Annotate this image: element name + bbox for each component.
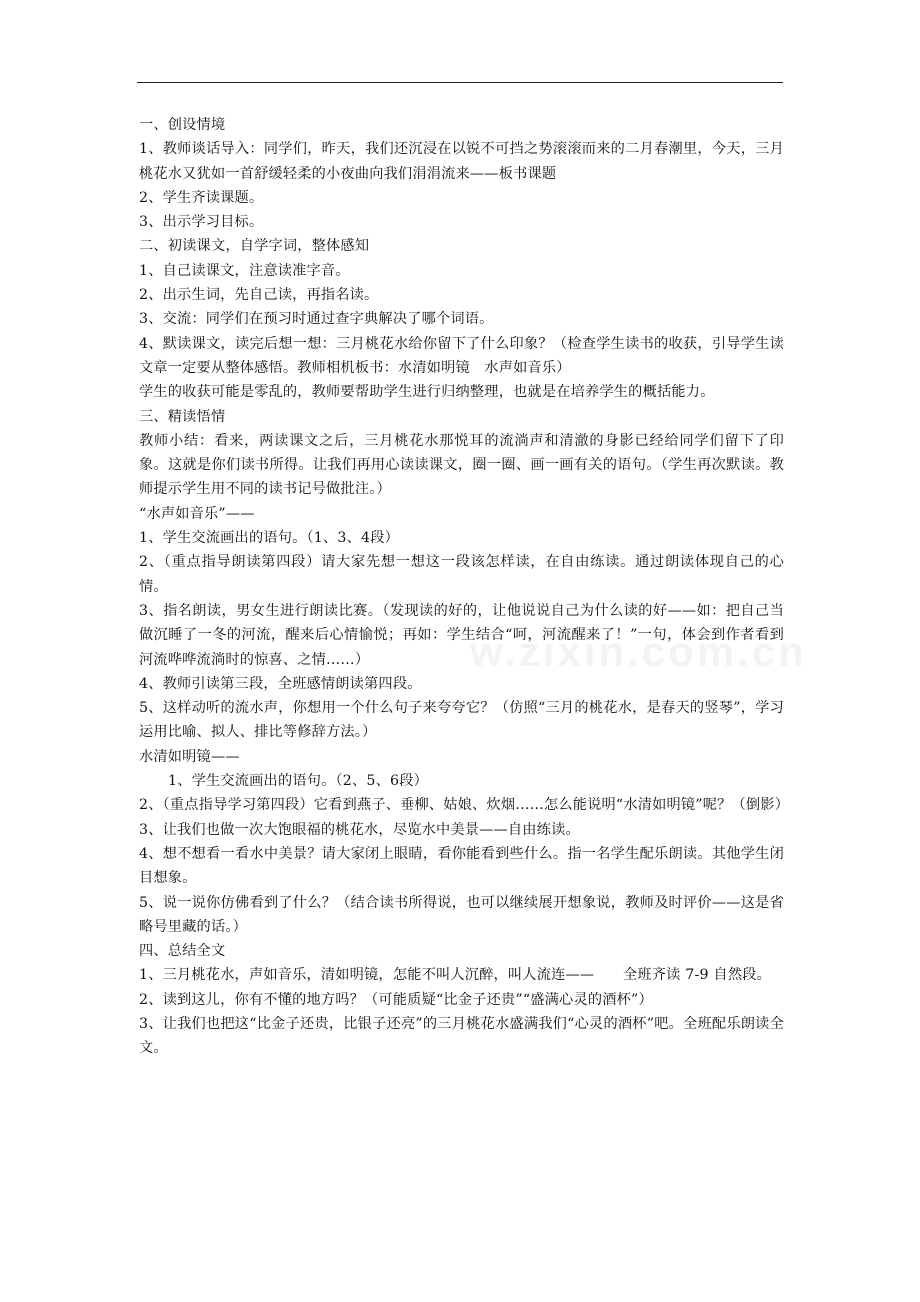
header-rule [137, 82, 783, 83]
paragraph: 4、教师引读第三段，全班感情朗读第四段。 [139, 675, 422, 692]
paragraph: 3、让我们也做一次大饱眼福的桃花水，尽览水中美景——自由练读。 [139, 821, 580, 838]
paragraph: 学生的收获可能是零乱的，教师要帮助学生进行归纳整理，也就是在培养学生的概括能力。 [139, 384, 715, 401]
paragraph: 2、（重点指导朗读第四段）请大家先想一想这一段该怎样读，在自由练读。通过朗读体现自己的心情。 [139, 554, 784, 595]
paragraph: 4、默读课文，读完后想一想：三月桃花水给你留下了什么印象？（检查学生读书的收获，引导学生读文章一定要从整体感悟。教师相机板书：水清如明镜 水声如音乐） [139, 335, 784, 376]
paragraph: 教师小结：看来，两读课文之后，三月桃花水那悦耳的流淌声和清澈的身影已经给同学们留下了印象。这就是你们读书所得。让我们再用心读读课文，圈一圈、画一画有关的语句。（学生再次默读。教师提示学生用不同的读书记号做批注。） [139, 432, 784, 498]
paragraph: 2、（重点指导学习第四段）它看到燕子、垂柳、姑娘、炊烟……怎么能说明“水清如明镜”呢？（倒影） [139, 797, 790, 814]
paragraph: 2、读到这儿，你有不懂的地方吗？（可能质疑“比金子还贵”“盛满心灵的酒杯”） [139, 991, 653, 1008]
paragraph: 1、三月桃花水，声如音乐，清如明镜，怎能不叫人沉醉，叫人流连—— 全班齐读 7-9 自然段。 [139, 967, 771, 984]
section-heading: 三、精读悟情 [139, 408, 226, 425]
paragraph: 5、这样动听的流水声，你想用一个什么句子来夸夸它？（仿照“三月的桃花水，是春天的竖琴”，学习运用比喻、拟人、排比等修辞方法。） [139, 700, 784, 741]
paragraph: 3、让我们也把这“比金子还贵，比银子还亮”的三月桃花水盛满我们“心灵的酒杯”吧。全班配乐朗读全文。 [139, 1015, 784, 1057]
paragraph: 1、自己读课文，注意读准字音。 [139, 262, 350, 279]
document-body [139, 113, 790, 1061]
paragraph: 4、想不想看一看水中美景？请大家闭上眼睛，看你能看到些什么。指一名学生配乐朗读。其他学生闭目想象。 [139, 845, 784, 887]
paragraph: 3、出示学习目标。 [139, 214, 264, 231]
paragraph: 5、说一说你仿佛看到了什么？（结合读书所得说，也可以继续展开想象说，教师及时评价——这是省略号里藏的话。） [139, 894, 784, 935]
section-heading: 一、创设情境 [139, 117, 226, 133]
paragraph: 3、交流：同学们在预习时通过查字典解决了哪个词语。 [139, 311, 494, 328]
paragraph: 2、出示生词，先自己读，再指名读。 [139, 287, 379, 304]
paragraph: 2、学生齐读课题。 [139, 189, 264, 206]
paragraph: 3、指名朗读，男女生进行朗读比赛。（发现读的好的，让他说说自己为什么读的好——如：把自己当做沉睡了一冬的河流，醒来后心情愉悦；再如：学生结合“呵，河流醒来了！”一句，体会到作者看到河流哗哗流淌时的惊喜、之情……） [139, 602, 784, 668]
subsection-heading: 水清如明镜—— [139, 748, 240, 765]
paragraph: 1、学生交流画出的语句。（2、5、6段） [168, 773, 429, 790]
section-heading: 四、总结全文 [139, 943, 226, 960]
section-heading: 二、初读课文，自学字词，整体感知 [139, 238, 370, 255]
paragraph: 1、教师谈话导入：同学们，昨天，我们还沉浸在以锐不可挡之势滚滚而来的二月春潮里，今天，三月桃花水又犹如一首舒缓轻柔的小夜曲向我们涓涓流来——板书课题 [139, 141, 784, 182]
subsection-heading: “水声如音乐”—— [139, 505, 255, 522]
paragraph: 1、学生交流画出的语句。（1、3、4段） [139, 530, 400, 547]
